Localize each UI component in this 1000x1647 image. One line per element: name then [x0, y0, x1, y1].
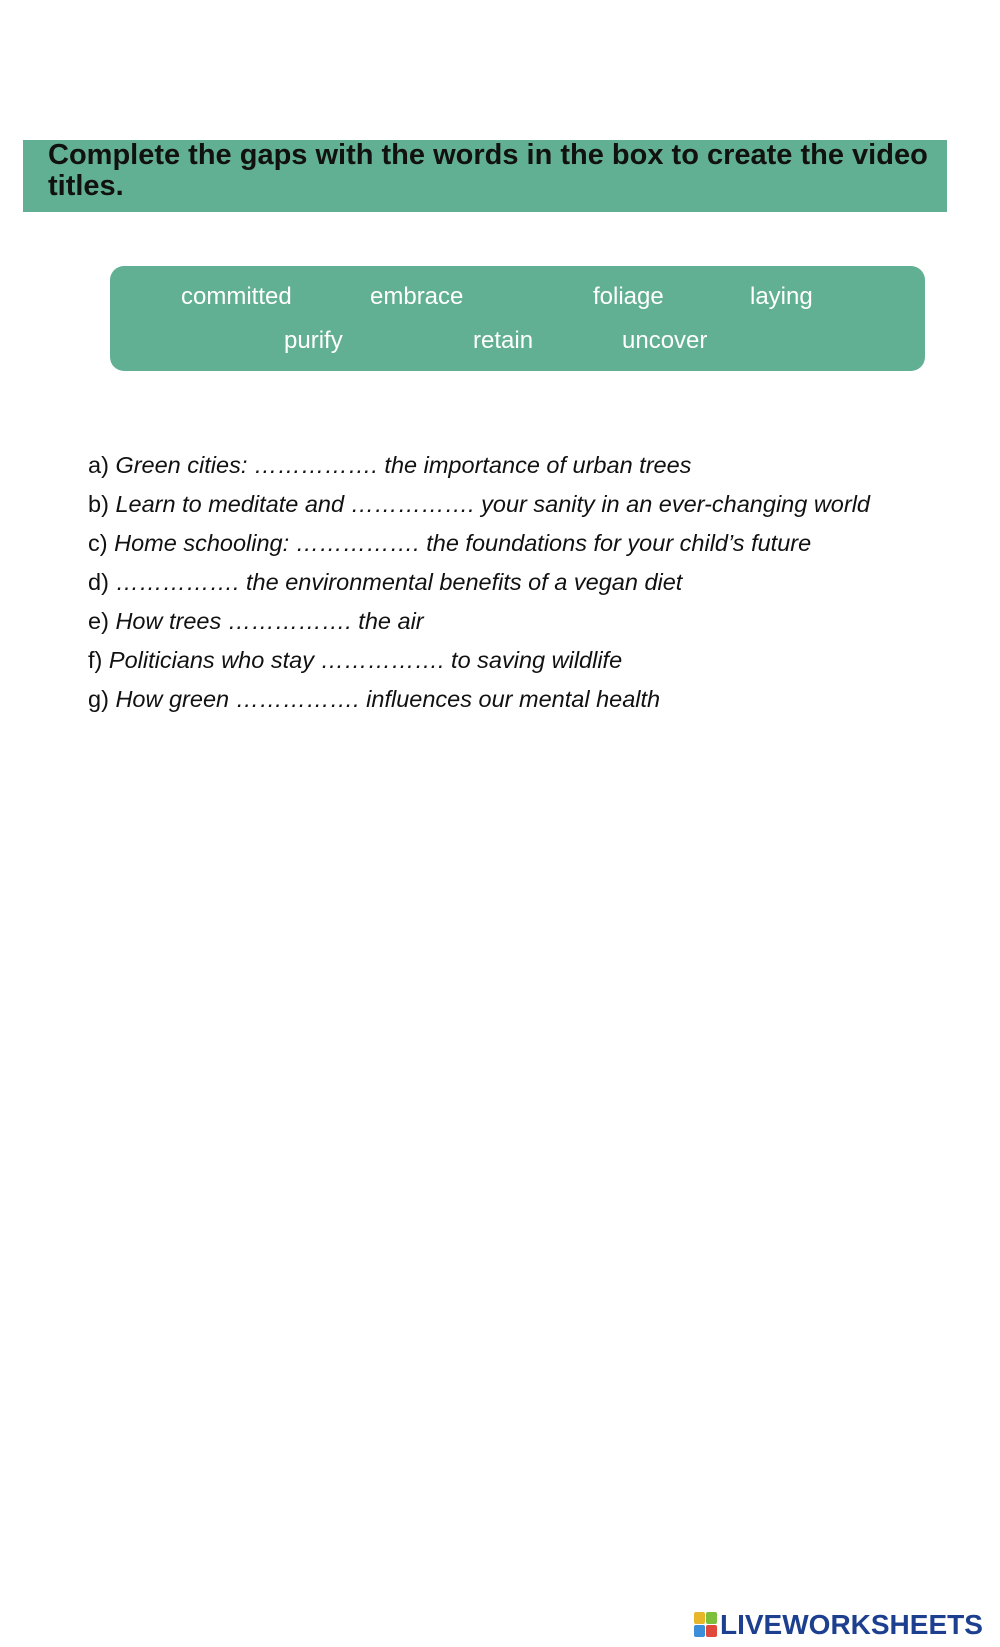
question-letter: a) [88, 452, 109, 478]
question-c [88, 526, 933, 565]
word-uncover: uncover [622, 327, 708, 354]
question-g [88, 682, 933, 721]
question-b [88, 487, 933, 526]
liveworksheets-logo-icon [694, 1612, 718, 1638]
question-list [88, 448, 933, 721]
logo-text: LIVEWORKSHEETS [720, 1609, 983, 1640]
word-box [110, 266, 925, 371]
question-text: Green cities: ……………. the importance of urban trees [115, 452, 692, 478]
question-text: How trees ……………. the air [115, 608, 424, 634]
question-letter: g) [88, 686, 109, 712]
word-committed: committed [181, 283, 292, 310]
word-purify: purify [284, 327, 343, 354]
question-text: Learn to meditate and ……………. your sanity in an ever-changing world [115, 491, 870, 517]
instruction-banner [23, 140, 947, 212]
question-text: How green ……………. influences our mental health [115, 686, 661, 712]
question-letter: b) [88, 491, 109, 517]
question-letter: d) [88, 569, 109, 595]
word-laying: laying [750, 283, 813, 310]
instruction-title: Complete the gaps with the words in the box to create the video titles. [48, 139, 928, 202]
question-text: ……………. the environmental benefits of a vegan diet [115, 569, 683, 595]
question-text: Home schooling: ……………. the foundations for your child’s future [114, 530, 812, 556]
word-foliage: foliage [593, 283, 664, 310]
word-retain: retain [473, 327, 534, 354]
question-e [88, 604, 933, 643]
question-a [88, 448, 933, 487]
question-d [88, 565, 933, 604]
question-letter: f) [88, 647, 103, 673]
question-text: Politicians who stay ……………. to saving wildlife [108, 647, 623, 673]
question-letter: e) [88, 608, 109, 634]
question-f [88, 643, 933, 682]
question-letter: c) [88, 530, 108, 556]
liveworksheets-logo [694, 1608, 983, 1642]
word-embrace: embrace [370, 283, 464, 310]
